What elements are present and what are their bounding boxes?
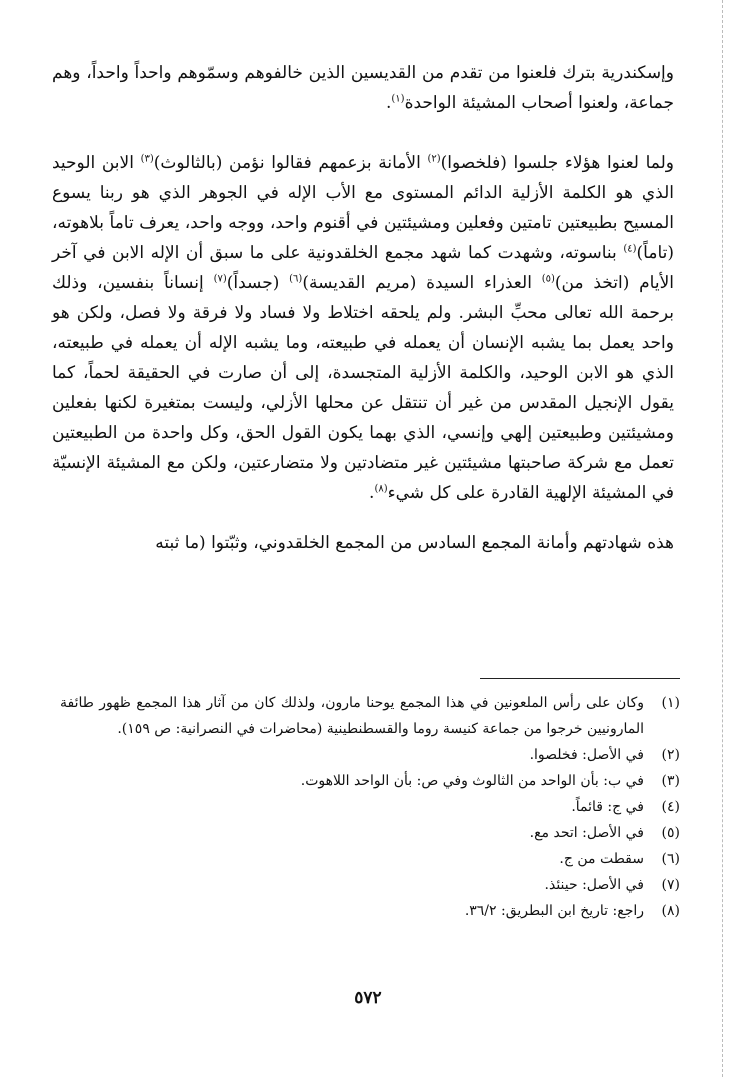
footnote-item xyxy=(60,690,680,742)
footnote-item xyxy=(60,820,680,846)
page-number: ٥٧٢ xyxy=(354,988,382,1008)
footnote-ref-3: (٣) xyxy=(140,153,154,165)
paragraph-1-end: . xyxy=(385,93,392,113)
paragraph-2 xyxy=(52,148,674,508)
footnote-text: راجع: تاريخ ابن البطريق: ٣٦/٢. xyxy=(464,903,644,919)
paragraph-3: هذه شهادتهم وأمانة المجمع السادس من المجمع الخلقدوني، وثبّتوا (ما ثبته xyxy=(155,533,674,553)
footnote-item xyxy=(60,846,680,872)
paragraph-2-text-f: (جسداً) xyxy=(226,273,290,293)
footnote-number: (٦) xyxy=(661,851,680,867)
footnote-ref-6: (٦) xyxy=(289,273,303,285)
footnote-number: (٤) xyxy=(661,799,680,815)
footnote-text: في الأصل: حينئذ. xyxy=(544,877,644,893)
paragraph-2-text-a: ولما لعنوا هؤلاء جلسوا (فلخصوا) xyxy=(440,153,674,173)
footnote-number: (٥) xyxy=(661,825,680,841)
footnote-text: سقطت من ج. xyxy=(559,851,644,867)
footnote-number: (١) xyxy=(661,695,680,711)
footnote-number: (٧) xyxy=(661,877,680,893)
footnote-text: وكان على رأس الملعونين في هذا المجمع يوحنا مارون، ولذلك كان من آثار هذا المجمع ظهور طائفة المارونيين خرجوا من جماعة كنيسة روما والقسطنطينية (محاضرات في النصرانية: ص ١٥٩). xyxy=(60,695,644,737)
paragraph-2-text-e: العذراء السيدة (مريم القديسة) xyxy=(302,273,542,293)
footnote-number: (٣) xyxy=(661,773,680,789)
footnote-separator xyxy=(480,678,680,679)
footnote-item xyxy=(60,742,680,768)
footnote-item xyxy=(60,898,680,924)
paragraph-2-end: . xyxy=(369,483,375,503)
paragraph-2-text-b: الأمانة بزعمهم فقالوا نؤمن (بالثالوث) xyxy=(153,153,428,173)
footnotes xyxy=(60,690,680,924)
footnote-text: في ج: قائماً. xyxy=(571,799,644,815)
paragraph-2-text-g: إنساناً بنفسين، وذلك برحمة الله تعالى محبِّ البشر. ولم يلحقه اختلاط ولا فساد ولا فرقة ولا فصل، ولكن هو واحد يعمل بما يشبه الإنسان أن يعمله في طبيعته، وما يشبه الإله أن يعمله في طبيعته، الذي هو الابن الوحيد، والكلمة الأزلية المتجسدة، إلى أن صارت في الحقيقة لحماً، كما يقول الإنجيل المقدس من غير أن تنتقل عن محلها الأزلي، وليست بمتغيرة لكنها بفعلين ومشيئتين وطبيعتين إلهي وإنسي، الذي بهما يكون القول الحق، وكل واحدة من الطبيعتين تعمل مع شركة صاحبتها مشيئتين غير متضادتين ولا متضارعتين، ولكن مع المشيئة الإنسيّة في المشيئة الإلهية القادرة على كل شيء xyxy=(52,273,675,503)
footnote-ref-1: (١) xyxy=(391,93,405,105)
paragraph-2-text-d: بناسوته، وشهدت كما شهد مجمع الخلقدونية على ما سبق أن الإله الابن في آخر الأيام (اتخذ من) xyxy=(52,243,674,293)
main-text xyxy=(52,58,674,558)
footnote-ref-5: (٥) xyxy=(541,273,555,285)
footnote-item xyxy=(60,872,680,898)
footnote-number: (٨) xyxy=(661,903,680,919)
footnote-text: في الأصل: فخلصوا. xyxy=(529,747,644,763)
footnote-text: في ب: بأن الواحد من الثالوث وفي ص: بأن الواحد اللاهوت. xyxy=(300,773,644,789)
footnote-number: (٢) xyxy=(661,747,680,763)
footnote-ref-2: (٢) xyxy=(427,153,441,165)
page-gutter-line xyxy=(722,0,723,1077)
footnote-ref-7: (٧) xyxy=(213,273,227,285)
paragraph-2-text-c: الابن الوحيد الذي هو الكلمة الأزلية الدائم المستوى مع الأب الإله في الجوهر الذي هو ربنا يسوع المسيح بطبيعتين تامتين وفعلين ومشيئتين في أقنوم واحد، ووجه واحد، يعرف تاماً بلاهوته، (تاماً) xyxy=(52,153,674,263)
footnote-ref-8: (٨) xyxy=(374,483,388,495)
footnote-ref-4: (٤) xyxy=(623,243,637,255)
paragraph-1 xyxy=(52,58,674,118)
footnote-text: في الأصل: اتحد مع. xyxy=(529,825,644,841)
footnote-item xyxy=(60,794,680,820)
footnote-item xyxy=(60,768,680,794)
paragraph-1-text: وإسكندرية بترك فلعنوا من تقدم من القديسين الذين خالفوهم وسمّوهم واحداً واحداً، وهم جماعة، ولعنوا أصحاب المشيئة الواحدة xyxy=(52,63,674,113)
